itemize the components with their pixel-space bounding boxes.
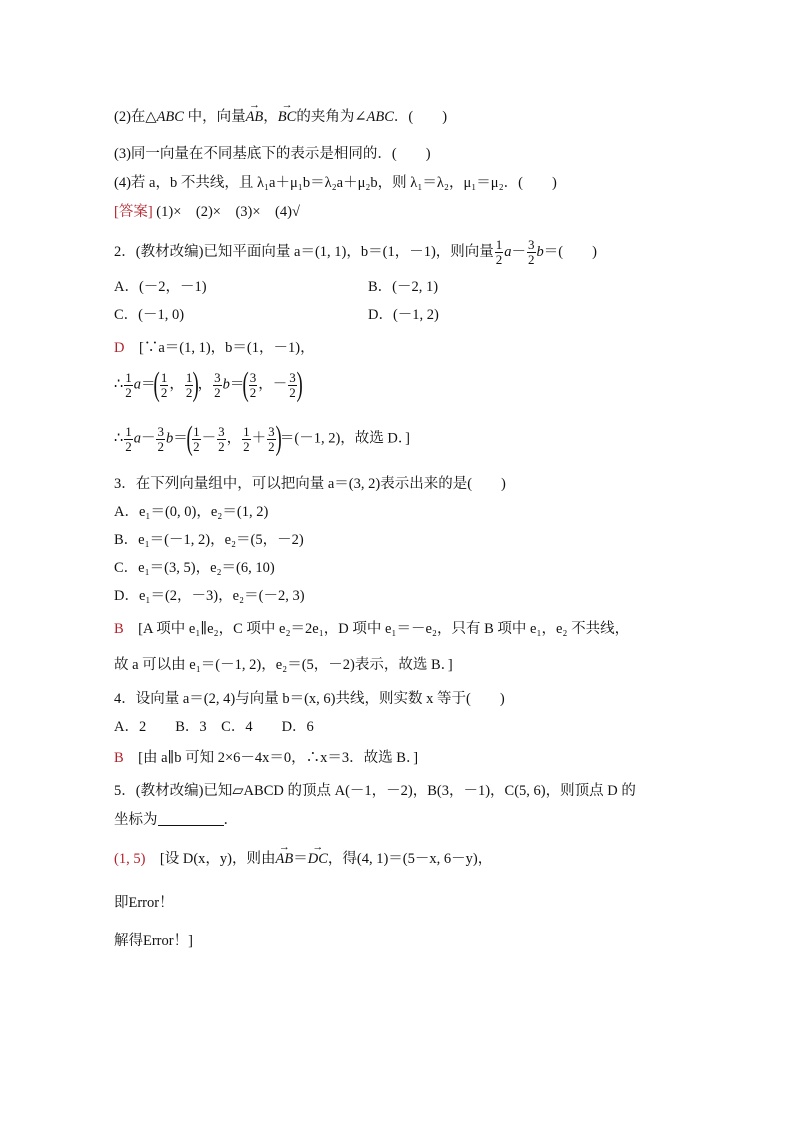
problem-2-stem-end: ＝( ) <box>543 243 597 260</box>
problem-3-stem: 3．在下列向量组中，可以把向量 a＝(3, 2)表示出来的是( ) <box>114 476 506 492</box>
problem-5-solution-line3: 解得Error！] <box>114 933 193 949</box>
problem-2-stem-text: 2．(教材改编)已知平面向量 a＝(1, 1)，b＝(1，－1)，则向量 <box>114 243 494 260</box>
answer-text: (1)× (2)× (3)× (4)√ <box>156 204 300 220</box>
problem-5-solution-text-c: ，得(4, 1)＝(5－x, 6－y)， <box>327 851 493 867</box>
problem-4-stem: 4．设向量 a＝(2, 4)与向量 b＝(x, 6)共线，则实数 x 等于( ) <box>114 691 505 707</box>
problem-5-solution-text-a: [设 D(x，y)，则由 <box>159 851 276 867</box>
problem-2-option-b: B．(－2, 1) <box>368 279 439 295</box>
problem-4-options: A．2 B．3 C．4 D．6 <box>114 719 314 735</box>
problem-4-solution <box>114 748 418 768</box>
problem-4-solution-letter: B <box>114 750 124 766</box>
problem-2-option-a: A．(－2，－1) <box>114 279 207 295</box>
problem-3-solution-text: [A 项中 e₁∥e₂，C 项中 e₂＝2e₁，D 项中 e₁＝－e₂，只有 B 项中 e₁，e₂ 不共线， <box>138 621 630 637</box>
answer-tag: [答案] <box>114 204 153 220</box>
problem-2-option-d: D．(－1, 2) <box>368 307 439 323</box>
judge-item-3: (3)同一向量在不同基底下的表示是相同的．( ) <box>114 146 431 162</box>
problem-4-solution-text: [由 a∥b 可知 2×6－4x＝0，∴x＝3．故选 B．] <box>138 750 419 766</box>
problem-3-option-c: C．e₁＝(3, 5)，e₂＝(6, 10) <box>114 560 275 576</box>
problem-3-solution-line1 <box>114 619 629 639</box>
problem-2-solution-line1 <box>114 338 315 358</box>
problem-3-option-a: A．e₁＝(0, 0)，e₂＝(1, 2) <box>114 504 269 520</box>
problem-2-solution-end: ＝(－1, 2)，故选 D．] <box>279 430 410 447</box>
problem-5-solution-text-b: ＝ <box>293 851 308 867</box>
problem-3-solution-line2: 故 a 可以由 e₁＝(－1, 2)，e₂＝(5，－2)表示，故选 B．] <box>114 657 453 673</box>
problem-3-option-b: B．e₁＝(－1, 2)，e₂＝(5，－2) <box>114 532 304 548</box>
problem-2-solution-line2: ∴ $\frac{1}{2}$ a＝( $\frac{1}{2}$ ， $\frac{1}{2}$ )， $\frac{3}{2}$ b＝( $\frac{3}{2}$ ，－ $\frac{3}{2}$ ) <box>114 366 303 403</box>
problem-5-stem-end: ． <box>223 812 238 828</box>
judge-item-2: (2)在△ABC 中，向量→ AB，→ BC的夹角为∠ABC．( ) <box>114 107 447 127</box>
problem-5-solution-line1: (1, 5) [设 D(x，y)，则由→ AB＝→ DC，得(4, 1)＝(5－x, 6－y)， <box>114 849 492 869</box>
problem-3-option-d: D．e₁＝(2，－3)，e₂＝(－2, 3) <box>114 588 305 604</box>
problem-2-option-c: C．(－1, 0) <box>114 307 185 323</box>
answer-blank <box>158 811 224 826</box>
answer-line <box>114 202 300 222</box>
problem-5-solution-answer: (1, 5) <box>114 851 146 867</box>
problem-5-stem-line1: 5．(教材改编)已知▱ABCD 的顶点 A(－1，－2)，B(3，－1)，C(5, 6)，则顶点 D 的 <box>114 783 636 799</box>
problem-2-stem: 2．(教材改编)已知平面向量 a＝(1, 1)，b＝(1，－1)，则向量 $\frac{1}{2}$ a－ $\frac{3}{2}$ b＝( ) <box>114 237 597 267</box>
problem-5-solution-line2: 即Error！ <box>114 895 174 911</box>
problem-2-solution-letter: D <box>114 340 125 356</box>
problem-3-solution-letter: B <box>114 621 124 637</box>
problem-2-solution-line3: ∴ $\frac{1}{2}$ a－ $\frac{3}{2}$ b＝( $\frac{1}{2}$ － $\frac{3}{2}$ ， $\frac{1}{2}$ ＋ $\frac{3}{2}$ )＝(－1, 2)，故选 D．] <box>114 420 410 457</box>
problem-2-solution-text: [∵a＝(1, 1)，b＝(1，－1)， <box>138 340 315 356</box>
judge-item-4: (4)若 a，b 不共线，且 λ₁a＋μ₁b＝λ₂a＋μ₂b，则 λ₁＝λ₂，μ₁＝μ₂．( ) <box>114 175 557 191</box>
problem-5-stem-text: 坐标为 <box>114 812 158 828</box>
problem-5-stem-line2 <box>114 810 238 830</box>
